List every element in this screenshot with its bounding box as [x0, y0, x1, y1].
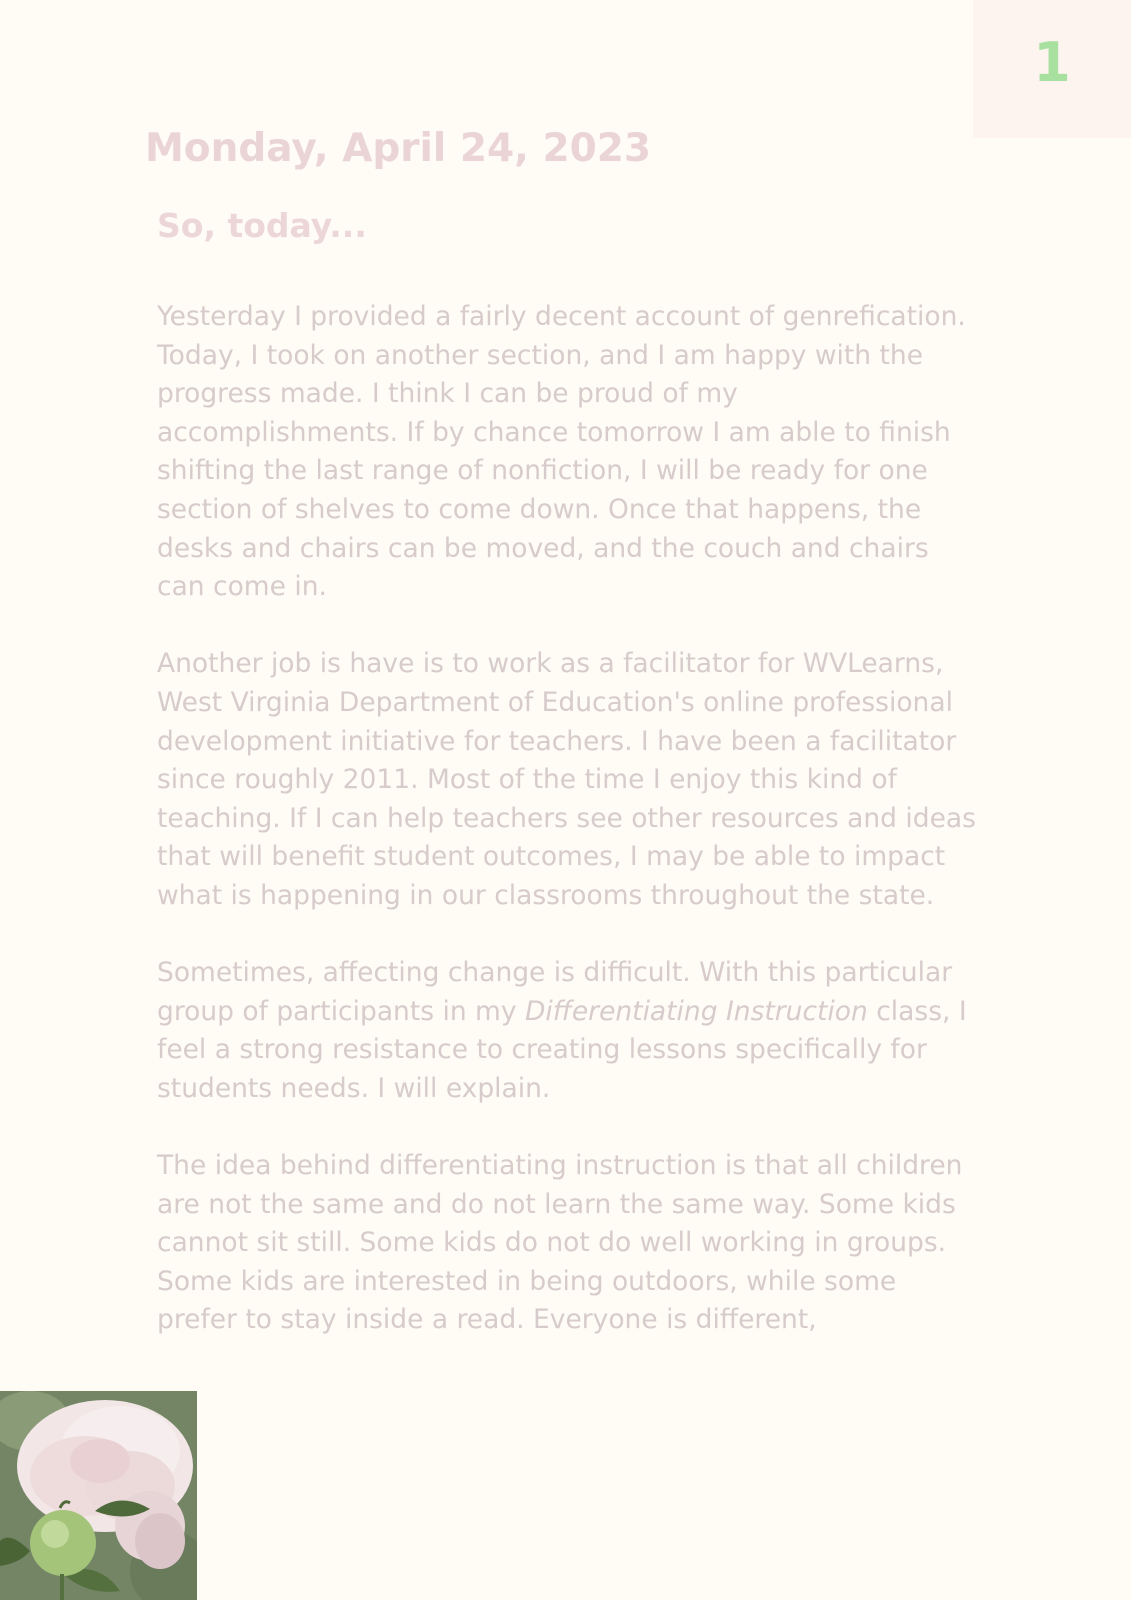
paragraph-2: Another job is have is to work as a facilitator for WVLearns, West Virginia Department of Education's online professional development initiative for teachers. I have been a facilitator since roughly 2011. Most of the time I enjoy this kind of teaching. If I can help teachers see other resources and ideas that will benefit student outcomes, I may be able to impact what is happening in our classrooms throughout the state. [157, 648, 976, 911]
paragraph-3 [157, 954, 977, 1108]
page-number: 1 [1033, 31, 1071, 94]
date-heading: Monday, April 24, 2023 [145, 126, 652, 171]
paragraph-3-start: Sometimes, affecting change is difficult. With this particular group of participants in my [157, 957, 953, 1027]
peony-flower-image [0, 1391, 197, 1600]
journal-body [157, 298, 977, 1379]
paragraph-4: The idea behind differentiating instruction is that all children are not the same and do not learn the same way. Some kids cannot sit still. Some kids do not do well working in groups. Some kids are interested in being outdoors, while some prefer to stay inside a read. Everyone is different, [157, 1150, 963, 1336]
subheading: So, today... [157, 206, 367, 245]
page-number-box [973, 0, 1131, 138]
paragraph-3-end: class, I feel a strong resistance to creating lessons specifically for students needs. I will explain. [157, 995, 967, 1104]
course-title: Differentiating Instruction [524, 995, 868, 1027]
paragraph-1: Yesterday I provided a fairly decent account of genrefication. Today, I took on another section, and I am happy with the progress made. I think I can be proud of my accomplishments. If by chance tomorrow I am able to finish shifting the last range of nonfiction, I will be ready for one section of shelves to come down. Once that happens, the desks and chairs can be moved, and the couch and chairs can come in. [157, 301, 966, 603]
